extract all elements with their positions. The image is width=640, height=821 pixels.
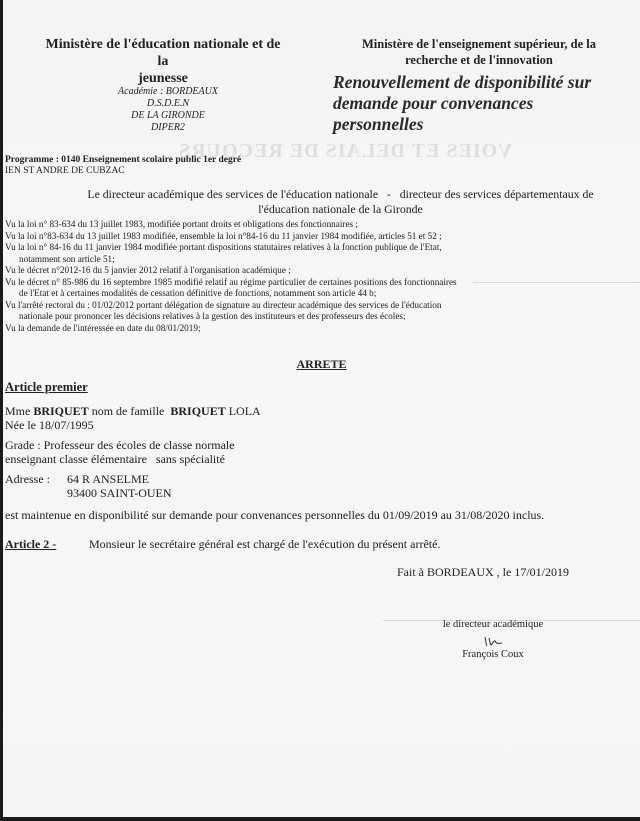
title-line: demande pour convenances xyxy=(333,93,534,113)
document-page xyxy=(3,0,640,817)
birth-date: Née le 18/07/1995 xyxy=(5,418,94,432)
article1-label: Article premier xyxy=(5,380,88,394)
director-heading xyxy=(43,187,638,217)
ministry-left-line1: Ministère de l'éducation nationale et de la xyxy=(45,37,281,69)
article2-text: Monsieur le secrétaire général est chargé de l'exécution du présent arrêté. xyxy=(89,537,441,551)
ministry-right-line1: Ministère de l'enseignement supérieur, de la xyxy=(361,37,596,51)
programme-block xyxy=(5,155,241,177)
vu-clause: Vu l'arrêté rectoral du : 01/02/2012 portant délégation de signature au directeur académique des services de l'éducation nationale pour prononcer les décisions relatives à la gestion des instituteurs et des professeurs des écoles; xyxy=(5,299,442,321)
person-name-line: Mme BRIQUET nom de famille BRIQUET LOLA xyxy=(5,404,261,418)
vu-clause: Vu le décret n° 85-986 du 16 septembre 1985 modifié relatif au régime particulier de certaines positions des fonctionnaires de l'Etat et à certaines modalités de cessation définitive de fonctions, notamment son article 44 b; xyxy=(5,276,457,298)
vu-clause: Vu la loi n° 83-634 du 13 juillet 1983, modifiée portant droits et obligations des fonctionnaires ; xyxy=(5,219,358,229)
vu-clause: Vu le décret n°2012-16 du 5 janvier 2012 relatif à l'organisation académique ; xyxy=(5,265,291,275)
academie-block xyxy=(93,86,243,134)
document-title xyxy=(333,72,633,135)
address-line2: 93400 SAINT-OUEN xyxy=(67,486,172,500)
ien-label: IEN ST ANDRE DE CUBZAC xyxy=(5,166,125,176)
address-line1: 64 R ANSELME xyxy=(67,472,150,486)
director-line1: Le directeur académique des services de l'éducation nationale - directeur des services départementaux de xyxy=(87,187,594,201)
academie-line: D.S.D.E.N xyxy=(146,98,190,109)
vu-clause: Vu la demande de l'intéressée en date du 08/01/2019; xyxy=(5,322,201,333)
bleed-through-heading: VOIES ET DELAIS DE RECOURS xyxy=(178,140,513,162)
ministry-left-line2: jeunesse xyxy=(138,71,188,86)
academie-line: DIPER2 xyxy=(151,122,185,133)
ministry-right-header xyxy=(339,36,619,68)
ministry-left-header xyxy=(43,36,283,87)
signatory-name: François Coux xyxy=(462,649,524,660)
place-date: Fait à BORDEAUX , le 17/01/2019 xyxy=(397,565,569,579)
vu-clauses xyxy=(5,219,633,334)
handwritten-signature-icon xyxy=(482,634,504,648)
signature-block xyxy=(433,618,553,662)
vu-clause: Vu la loi n° 84-16 du 11 janvier 1984 modifiée portant dispositions statutaires relatives à la fonction publique de l'Etat, notamment son article 51; xyxy=(5,242,442,264)
ministry-right-line2: recherche et de l'innovation xyxy=(405,53,553,67)
academie-line: DE LA GIRONDE xyxy=(131,110,205,121)
title-line: Renouvellement de disponibilité sur xyxy=(333,72,592,92)
vu-clause: Vu la loi n°83-634 du 13 juillet 1983 modifiée, ensemble la loi n°84-16 du 11 janvier 1984 modifiée, articles 51 et 52 ; xyxy=(5,230,442,241)
arrete-heading: ARRETE xyxy=(296,357,347,371)
title-line: personnelles xyxy=(333,114,424,134)
teaching-line: enseignant classe élémentaire sans spécialité xyxy=(5,452,225,466)
decision-text: est maintenue en disponibilité sur demande pour convenances personnelles du 01/09/2019 au 31/08/2020 inclus. xyxy=(5,508,545,522)
address-label: Adresse : xyxy=(5,472,50,486)
academie-line: Académie : BORDEAUX xyxy=(118,86,218,97)
programme-label: Programme : 0140 Enseignement scolaire public 1er degré xyxy=(5,155,242,165)
signatory-role: le directeur académique xyxy=(442,619,544,630)
article2-label: Article 2 - xyxy=(5,537,57,551)
grade-line: Grade : Professeur des écoles de classe normale xyxy=(5,438,235,452)
director-line2: l'éducation nationale de la Gironde xyxy=(258,202,423,216)
